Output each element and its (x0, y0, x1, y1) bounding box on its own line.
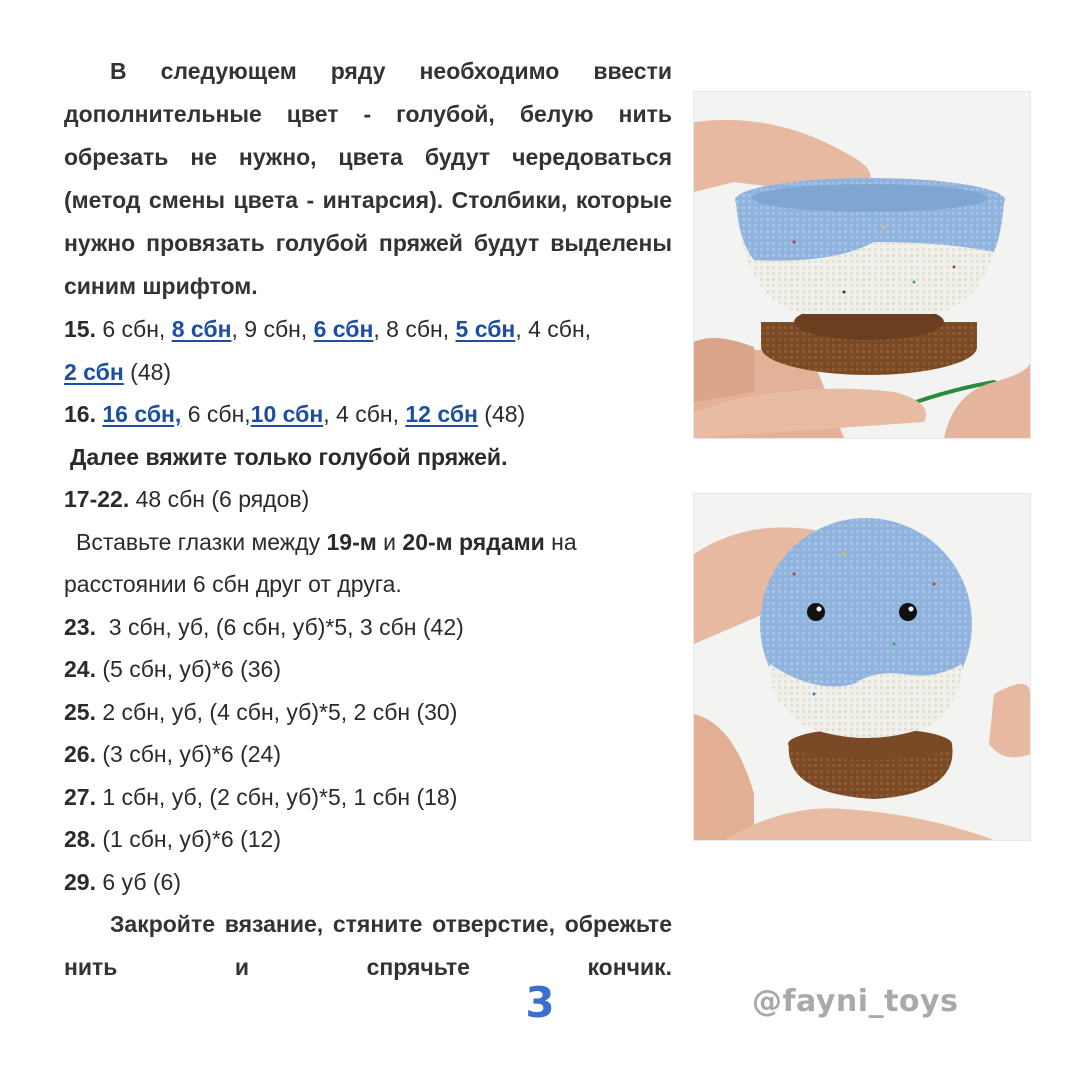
instruction-text: и (376, 528, 403, 555)
row-number: 28. (64, 826, 96, 852)
row-ref: 20-м рядами (402, 528, 545, 555)
pattern-row (64, 648, 672, 691)
stitch-text: , 4 сбн, (515, 316, 592, 342)
stitch-text: (48) (477, 401, 526, 427)
stitch-text: 1 сбн, уб, (2 сбн, уб)*5, 1 сбн (18) (95, 783, 458, 810)
crochet-globe-image (694, 494, 1030, 840)
stitch-text: (48) (123, 358, 172, 385)
blue-stitch: 12 сбн (405, 401, 478, 427)
stitch-text: 6 сбн, (95, 316, 172, 342)
row-ref: 19-м (326, 528, 377, 555)
stitch-text: , 8 сбн, (373, 316, 456, 342)
pattern-row (64, 818, 672, 861)
blue-stitch: 2 сбн (64, 358, 124, 385)
photo-bowl-side (694, 92, 1030, 438)
row-number: 17-22. (64, 486, 130, 512)
pattern-row (64, 861, 672, 904)
row-17-22 (64, 478, 672, 521)
eyes-instruction-line-1 (64, 521, 672, 564)
stitch-text: (3 сбн, уб)*6 (24) (95, 741, 281, 767)
row-number: 29. (64, 868, 96, 895)
pattern-text (64, 50, 672, 989)
stitch-text: 3 сбн, уб, (6 сбн, уб)*5, 3 сбн (42) (95, 613, 464, 640)
stitch-text: (1 сбн, уб)*6 (12) (95, 826, 281, 852)
instruction-text: Вставьте глазки между (76, 528, 327, 555)
page-number: 3 (525, 978, 555, 1027)
stitch-text: (5 сбн, уб)*6 (36) (95, 656, 281, 682)
stitch-text: 2 сбн, уб, (4 сбн, уб)*5, 2 сбн (30) (95, 698, 458, 725)
blue-stitch: 8 сбн (171, 316, 232, 342)
row-15-line-2 (64, 351, 672, 394)
blue-stitch: 10 сбн (250, 401, 324, 427)
row-number: 23. (64, 613, 96, 640)
eyes-instruction-line-2: расстоянии 6 сбн друг от друга. (64, 571, 402, 597)
instruction-text: на (544, 528, 577, 555)
row-15-line-1 (64, 308, 672, 351)
row-number: 25. (64, 698, 96, 725)
stitch-text: 6 сбн, (181, 401, 251, 427)
row-number: 15. (64, 316, 96, 342)
blue-stitch: 6 сбн (313, 316, 374, 342)
blue-stitch: 5 сбн (455, 316, 516, 342)
stitch-text: , 9 сбн, (231, 316, 314, 342)
blue-stitch: 16 сбн, (102, 401, 182, 427)
photo-globe-front (694, 494, 1030, 840)
crochet-bowl-image (694, 92, 1030, 438)
pattern-row (64, 733, 672, 776)
row-number: 27. (64, 783, 96, 810)
stitch-text: , 4 сбн, (323, 401, 406, 427)
decrease-rows (64, 606, 672, 904)
row-16 (64, 393, 672, 436)
pattern-row (64, 776, 672, 819)
row-number: 24. (64, 656, 96, 682)
row-number: 16. (64, 401, 96, 427)
pattern-row (64, 691, 672, 734)
pattern-row (64, 606, 672, 649)
note-blue-only: Далее вяжите только голубой пряжей. (70, 443, 508, 470)
closing-paragraph: Закройте вязание, стяните отверстие, обрежьте нить и спрячьте кончик. (64, 911, 672, 980)
stitch-text: 48 сбн (6 рядов) (129, 486, 310, 512)
author-handle: @fayni_toys (752, 984, 959, 1019)
stitch-text: 6 уб (6) (95, 868, 181, 895)
intro-paragraph: В следующем ряду необходимо ввести дополнительные цвет - голубой, белую нить обрезать не нужно, цвета будут чередоваться (метод смены цвета - интарсия). Столбики, которые нужно провязать голубой пряжей будут выделены синим шрифтом. (64, 58, 672, 299)
row-number: 26. (64, 741, 96, 767)
